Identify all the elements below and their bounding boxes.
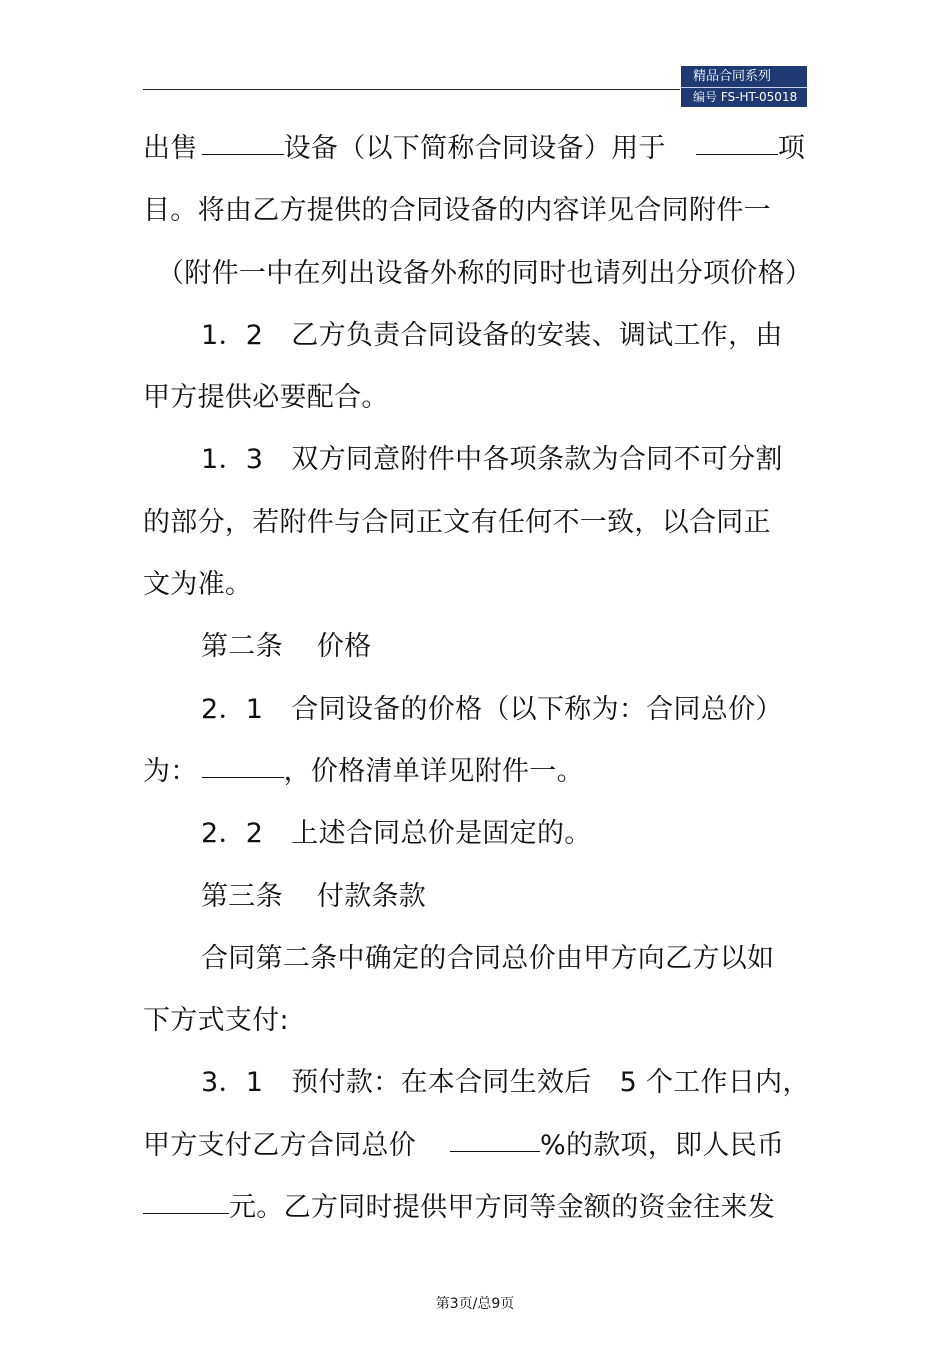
document-body (143, 118, 813, 1239)
clause-number: 1．3 (201, 444, 264, 476)
text-line (143, 118, 807, 180)
fill-blank (202, 132, 284, 155)
series-label: 精品合同系列 (693, 69, 772, 84)
text-segment: 的部分，若附件与合同正文有任何不一致，以合同正 (143, 506, 771, 538)
clause-number: 1．2 (201, 319, 264, 351)
text-segment: ，价格清单详见附件一。 (283, 755, 584, 787)
section-heading (143, 866, 807, 928)
text-segment: 甲方支付乙方合同总价 (143, 1129, 416, 1161)
text-line (143, 367, 807, 429)
text-segment: （附件一中在列出设备外称的同时也请列出分项价格） (157, 257, 813, 289)
text-line (143, 1052, 810, 1114)
clause-number: 2．1 (201, 693, 264, 725)
text-segment: 出售 (143, 133, 198, 164)
text-line (143, 741, 807, 803)
text-line (143, 928, 807, 990)
article-number: 第二条 (201, 631, 283, 663)
clause-number: 2．2 (201, 818, 264, 850)
article-title: 价格 (316, 631, 372, 663)
text-line (143, 1115, 807, 1177)
text-segment: 预付款：在本合同生效后 (291, 1067, 592, 1099)
text-line (143, 1177, 807, 1239)
text-segment: 元。乙方同时提供甲方同等金额的资金往来发 (229, 1192, 775, 1224)
text-segment: 下方式支付: (143, 1005, 289, 1037)
fill-blank (143, 1191, 229, 1214)
text-segment: 为： (143, 755, 198, 787)
text-segment: 项 (777, 133, 806, 164)
text-segment: %的款项，即人民币 (540, 1129, 785, 1161)
fill-blank (450, 1129, 540, 1152)
section-heading (143, 616, 807, 678)
text-line (143, 243, 813, 305)
text-segment: 合同第二条中确定的合同总价由甲方向乙方以如 (201, 942, 775, 974)
text-line (143, 429, 807, 491)
text-segment: 甲方提供必要配合。 (143, 382, 389, 414)
text-line (143, 803, 807, 865)
header-rule (143, 89, 680, 90)
document-code: 编号 FS-HT-05018 (693, 90, 798, 104)
text-line (143, 180, 807, 242)
text-segment: 合同设备的价格（以下称为：合同总价） (291, 693, 783, 725)
article-number: 第三条 (201, 880, 283, 912)
page-number: 第3页/总9页 (435, 1296, 515, 1312)
text-segment: 双方同意附件中各项条款为合同不可分割 (291, 444, 783, 476)
text-segment: 上述合同总价是固定的。 (291, 818, 592, 850)
text-line (143, 990, 807, 1052)
text-segment: 5 个工作日内， (619, 1067, 810, 1099)
fill-blank (202, 755, 284, 778)
text-line (143, 305, 807, 367)
header-badge (681, 66, 807, 107)
fill-blank (696, 132, 778, 155)
text-segment: 乙方负责合同设备的安装、调试工作，由 (291, 319, 783, 351)
text-line (143, 492, 807, 554)
text-segment: 设备（以下简称合同设备）用于 (283, 133, 666, 164)
article-title: 付款条款 (316, 880, 427, 912)
text-line (143, 554, 807, 616)
clause-number: 3．1 (201, 1067, 264, 1099)
text-segment: 目。将由乙方提供的合同设备的内容详见合同附件一 (143, 195, 771, 227)
text-line (143, 679, 807, 741)
text-segment: 文为准。 (143, 569, 253, 601)
